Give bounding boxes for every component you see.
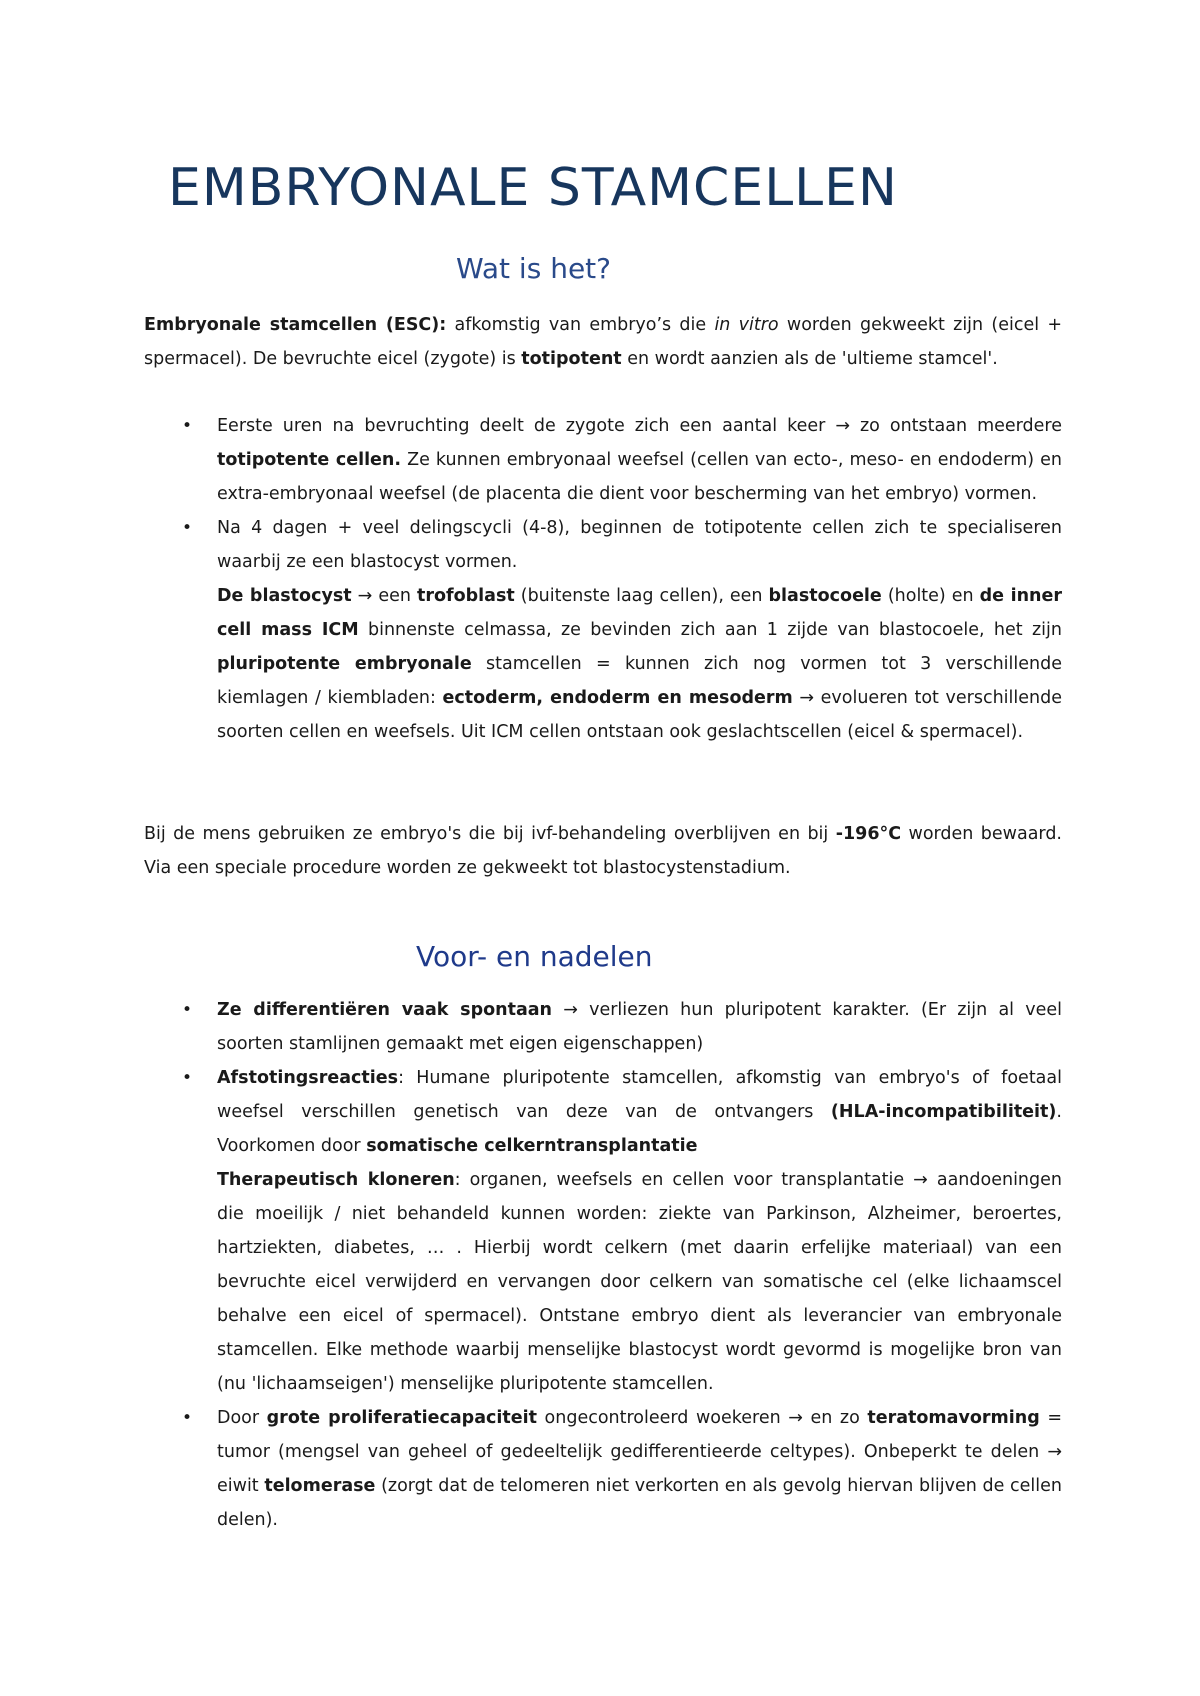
bold-text: pluripotente embryonale: [217, 654, 472, 674]
bold-text: Afstotingsreacties: [217, 1068, 399, 1088]
bold-text: ectoderm, endoderm en mesoderm: [442, 688, 793, 708]
text: → een: [351, 586, 417, 606]
text: Eerste uren na bevruchting deelt de zygote zich een aantal keer → zo ontstaan meerdere: [217, 416, 1062, 436]
bullet-icon: •: [182, 518, 193, 538]
bullet-list-development: [144, 409, 1062, 749]
list-item: [144, 409, 1062, 511]
list-item: [144, 993, 1062, 1061]
bold-text: telomerase: [264, 1476, 376, 1496]
bold-text: De blastocyst: [217, 586, 352, 606]
bold-text: de inner cell mass ICM: [217, 586, 1062, 640]
intro-paragraph: [144, 308, 1062, 376]
list-item: [144, 1401, 1062, 1537]
text: = tumor (mengsel van geheel of gedeeltelijk gedifferentieerde celtypes). Onbeperkt te delen → eiwit: [217, 1408, 1062, 1496]
list-item: [144, 1061, 1062, 1401]
text: ongecontroleerd woekeren → en zo: [536, 1408, 868, 1428]
text: Door: [217, 1408, 267, 1428]
bullet-text: [217, 409, 1062, 511]
text: : organen, weefsels en cellen voor transplantatie → aandoeningen die moeilijk / niet behandeld kunnen worden: ziekte van Parkinson, Alzheimer, beroertes, hartziekten, diabetes, … . Hierbij wordt celkern (met daarin erfelijke materiaal) van een bevruchte eicel verwijderd en vervangen door celkern van somatische cel (elke lichaamscel behalve een eicel of spermacel). Ontstane embryo dient als leverancier van embryonale stamcellen. Elke methode waarbij menselijke blastocyst wordt gevormd is mogelijke bron van (nu 'lichaamseigen') menselijke pluripotente stamcellen.: [217, 1170, 1062, 1394]
bold-text: totipotente cellen.: [217, 450, 402, 470]
text: (zorgt dat de telomeren niet verkorten en als gevolg hiervan blijven de cellen delen).: [217, 1476, 1063, 1530]
bold-text: trofoblast: [416, 586, 515, 606]
text: stamcellen = kunnen zich nog vormen tot 3 verschillende kiemlagen / kiembladen:: [217, 654, 1062, 708]
bullet-text-blastocyst: [217, 579, 1062, 749]
bullet-icon: •: [182, 1408, 193, 1428]
bold-text: Ze differentiëren vaak spontaan: [217, 1000, 553, 1020]
italic-in-vitro: in vitro: [714, 315, 779, 335]
text: (holte) en: [881, 586, 980, 606]
text: worden gekweekt zijn (eicel + spermacel). De bevruchte eicel (zygote) is: [144, 315, 1063, 369]
text: binnenste celmassa, ze bevinden zich aan 1 zijde van blastocoele, het zijn: [358, 620, 1062, 640]
bullet-icon: •: [182, 1000, 193, 1020]
text: Bij de mens gebruiken ze embryo's die bij ivf-behandeling overblijven en bij: [144, 824, 836, 844]
bold-text: -196°C: [835, 824, 902, 844]
bold-text: blastocoele: [768, 586, 882, 606]
term-totipotent: totipotent: [521, 349, 622, 369]
bold-text: grote proliferatiecapaciteit: [266, 1408, 537, 1428]
text: → evolueren tot verschillende soorten cellen en weefsels. Uit ICM cellen ontstaan ook geslachtscellen (eicel & spermacel).: [217, 688, 1062, 742]
text: : Humane pluripotente stamcellen, afkomstig van embryo's of foetaal weefsel verschillen genetisch van deze van de ontvangers: [217, 1068, 1062, 1122]
bold-text: teratomavorming: [867, 1408, 1040, 1428]
text: (buitenste laag cellen), een: [514, 586, 769, 606]
bullet-icon: •: [182, 416, 193, 436]
bullet-text-kloneren: [217, 1163, 1062, 1401]
bullet-text: [217, 1401, 1062, 1537]
bold-text: somatische celkerntransplantatie: [366, 1136, 698, 1156]
bullet-icon: •: [182, 1068, 193, 1088]
human-embryo-paragraph: [144, 817, 1062, 885]
list-item: [144, 511, 1062, 749]
text: → verliezen hun pluripotent karakter. (Er zijn al veel soorten stamlijnen gemaakt met eigen eigenschappen): [217, 1000, 1063, 1054]
text: worden bewaard. Via een speciale procedure worden ze gekweekt tot blastocystenstadium.: [144, 824, 1062, 878]
bullet-text: [217, 1061, 1062, 1163]
text: . Voorkomen door: [217, 1102, 1062, 1156]
section-heading-voor-en-nadelen: Voor- en nadelen: [416, 940, 653, 973]
section-heading-wat-is-het: Wat is het?: [456, 252, 612, 285]
bullet-text: Na 4 dagen + veel delingscycli (4-8), beginnen de totipotente cellen zich te specialiseren waarbij ze een blastocyst vormen.: [217, 518, 1062, 572]
term-esc: Embryonale stamcellen (ESC):: [144, 315, 447, 335]
text: en wordt aanzien als de 'ultieme stamcel'.: [621, 349, 998, 369]
document-title: EMBRYONALE STAMCELLEN: [168, 158, 898, 218]
bullet-text: [217, 993, 1062, 1061]
bold-text: (HLA-incompatibiliteit): [830, 1102, 1057, 1122]
text: Ze kunnen embryonaal weefsel (cellen van ecto-, meso- en endoderm) en extra-embryonaal weefsel (de placenta die dient voor bescherming van het embryo) vormen.: [217, 450, 1062, 504]
bold-text: Therapeutisch kloneren: [217, 1170, 455, 1190]
text: afkomstig van embryo’s die: [446, 315, 715, 335]
bullet-list-pros-cons: [144, 993, 1062, 1537]
